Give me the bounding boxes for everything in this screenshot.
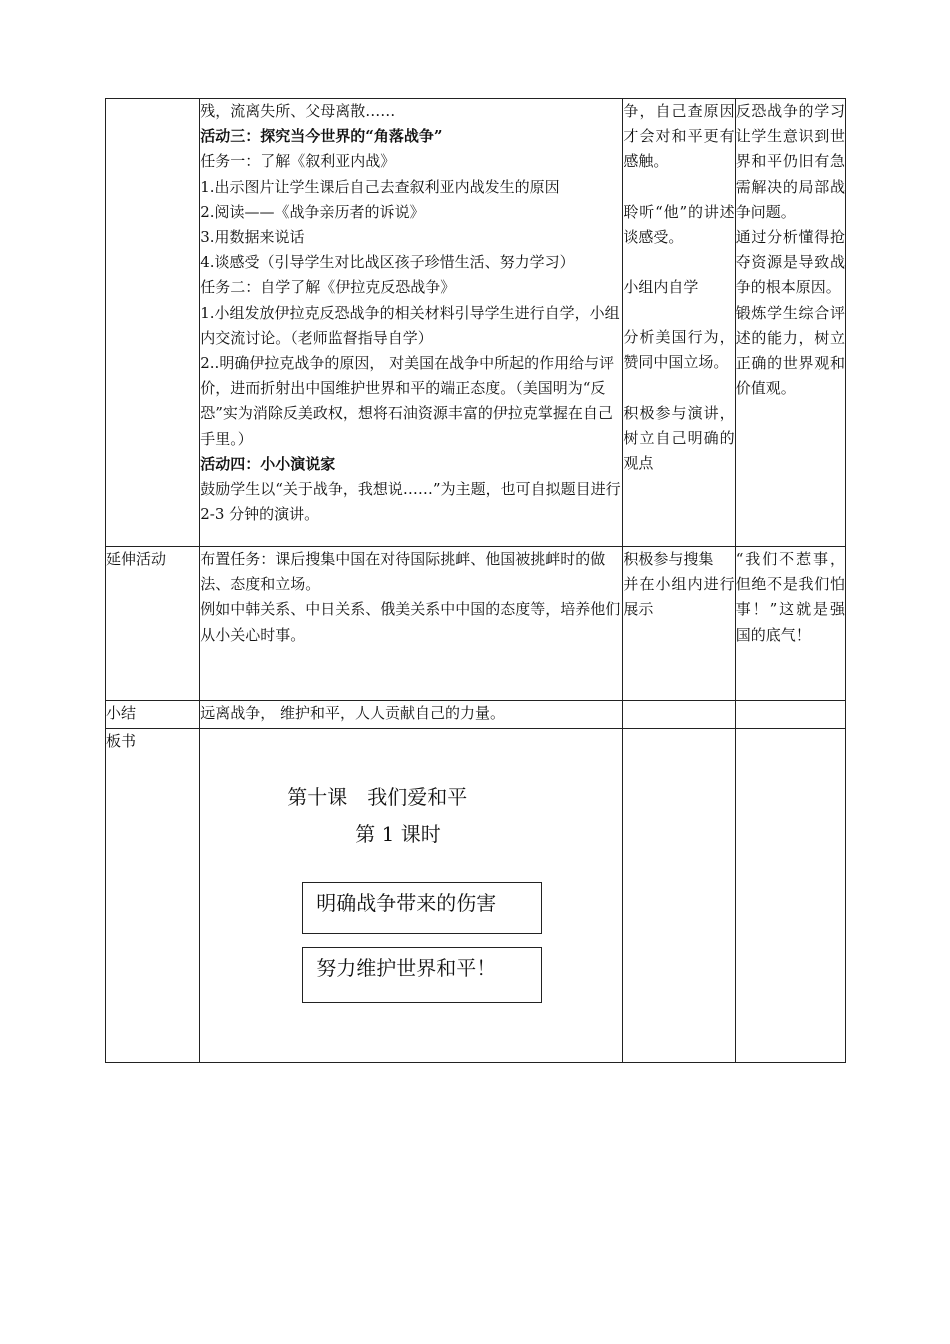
- activity-line: 鼓励学生以“关于战争，我想说……”为主题，也可自拟题目进行 2-3 分钟的演讲。: [200, 480, 621, 524]
- extension-row: [106, 547, 846, 701]
- student-note: 分析美国行为，赞同中国立场。: [623, 328, 735, 372]
- activity-four-heading: 活动四：小小演说家: [200, 454, 336, 473]
- student-note: 积极参与演讲，树立自己明确的观点: [623, 403, 735, 473]
- activity-line: 1.小组发放伊拉克反恐战争的相关材料引导学生进行自学，小组内交流讨论。（老师监督指导自学）: [200, 303, 620, 347]
- design-intent-cell: [735, 99, 845, 547]
- activity-three-heading: 活动三：探究当今世界的“角落战争”: [200, 127, 443, 146]
- student-note: 积极参与搜集: [623, 550, 714, 568]
- board-subtitle: 第 1 课时: [355, 822, 441, 846]
- student-activity-cell: [623, 99, 735, 547]
- board-box-harm: 明确战争带来的伤害: [302, 882, 542, 934]
- summary-row: [106, 701, 846, 729]
- lesson-plan-table: [105, 98, 846, 1063]
- extension-line: 例如中韩关系、中日关系、俄美关系中中国的态度等，培养他们从小关心时事。: [200, 600, 621, 644]
- board-content-cell: [200, 729, 623, 1063]
- student-note: 聆听“他”的讲述谈感受。: [623, 202, 735, 246]
- activity-line: 2.阅读——《战争亲历者的诉说》: [200, 202, 425, 221]
- summary-text: 远离战争， 维护和平，人人贡献自己的力量。: [200, 704, 506, 722]
- task-two-heading: 任务二：自学了解《伊拉克反恐战争》: [200, 278, 456, 297]
- intent-note: 反恐战争的学习让学生意识到世界和平仍旧有急需解决的局部战争问题。: [735, 102, 845, 221]
- activity-line: 3.用数据来说话: [200, 228, 305, 247]
- intent-note: “我们不惹事，但绝不是我们怕事！”这就是强国的底气！: [735, 550, 845, 644]
- task-one-heading: 任务一：了解《叙利亚内战》: [200, 152, 396, 171]
- extension-line: 布置任务：课后搜集中国在对待国际挑衅、他国被挑衅时的做法、态度和立场。: [200, 550, 606, 594]
- activity-line: 4.谈感受（引导学生对比战区孩子珍惜生活、努力学习）: [200, 253, 575, 272]
- board-empty-cell: [735, 729, 845, 1063]
- board-label: 板书: [106, 729, 200, 1063]
- activity-line: 1.出示图片让学生课后自己去查叙利亚内战发生的原因: [200, 177, 560, 196]
- summary-content: [200, 701, 623, 729]
- extension-label: 延伸活动: [106, 547, 200, 701]
- summary-label: 小结: [106, 701, 200, 729]
- student-note: 小组内自学: [623, 278, 699, 297]
- activity-line: 2..明确伊拉克战争的原因， 对美国在战争中所起的作用给与评价，进而折射出中国维护世界和平的端正态度。（美国明为“反恐”实为消除反美政权，想将石油资源丰富的伊拉克掌握在自己手里。）: [200, 354, 615, 448]
- extension-intent-cell: [735, 547, 845, 701]
- board-box-peace: 努力维护世界和平！: [302, 947, 542, 1003]
- board-empty-cell: [623, 729, 735, 1063]
- activity-line: 残，流离失所、父母离散……: [200, 102, 396, 120]
- activity-row: [106, 99, 846, 547]
- intent-note: 锻炼学生综合评述的能力，树立正确的世界观和价值观。: [735, 303, 845, 398]
- summary-empty-cell: [623, 701, 735, 729]
- intent-note: 通过分析懂得抢夺资源是导致战争的根本原因。: [735, 228, 845, 297]
- activity-content-cell: [200, 99, 623, 547]
- label-cell-empty: [106, 99, 200, 547]
- board-title: 第十课 我们爱和平: [287, 785, 468, 809]
- student-note: 争，自己查原因才会对和平更有感触。: [623, 102, 735, 171]
- student-note: 并在小组内进行展示: [623, 575, 735, 619]
- extension-content-cell: [200, 547, 623, 701]
- extension-student-cell: [623, 547, 735, 701]
- board-row: [106, 729, 846, 1063]
- summary-empty-cell: [735, 701, 845, 729]
